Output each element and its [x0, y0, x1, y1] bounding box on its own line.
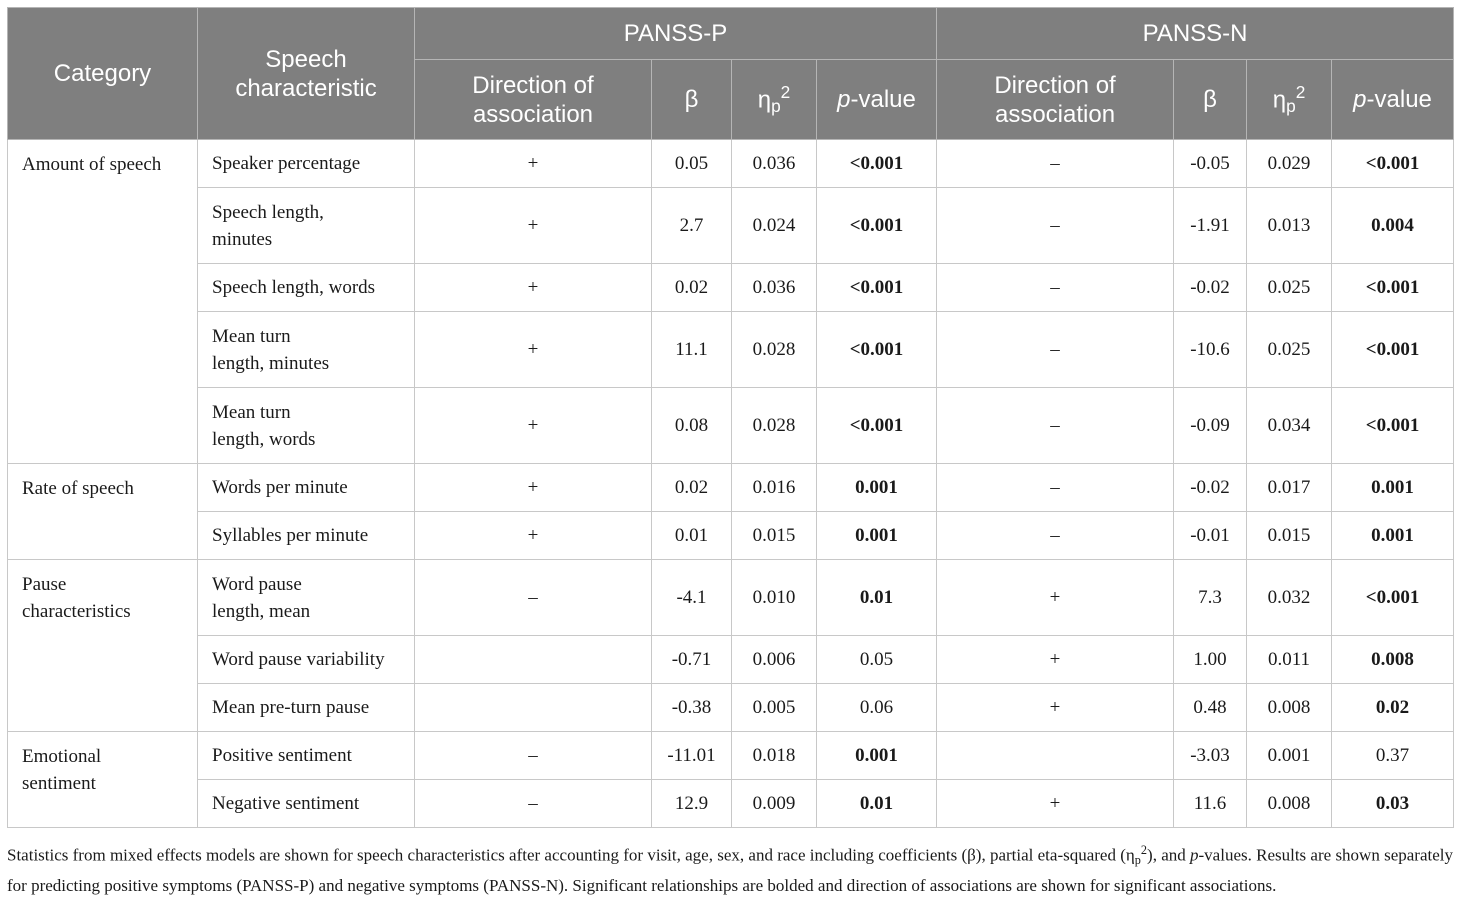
panss-n-pvalue-cell: 0.37: [1332, 732, 1454, 780]
panss-p-beta-cell: 12.9: [652, 780, 732, 828]
significant-pvalue: 0.001: [1371, 525, 1414, 546]
significant-pvalue: 0.001: [855, 477, 898, 498]
panss-n-beta-cell: -3.03: [1174, 732, 1247, 780]
panss-p-direction-cell: +: [415, 188, 652, 264]
significant-pvalue: <0.001: [1365, 415, 1420, 436]
panss-p-direction-cell: +: [415, 464, 652, 512]
significant-pvalue: 0.001: [855, 525, 898, 546]
panss-n-pvalue-cell: [1332, 780, 1454, 828]
table-row: [8, 140, 1454, 188]
significant-pvalue: <0.001: [1365, 153, 1420, 174]
panss-n-direction-cell: +: [937, 560, 1174, 636]
panss-n-beta-cell: -0.02: [1174, 464, 1247, 512]
panss-p-eta-cell: 0.018: [732, 732, 817, 780]
significant-pvalue: <0.001: [1365, 587, 1420, 608]
speech-characteristic-cell: Speech length, words: [198, 264, 415, 312]
panss-n-pvalue-cell: [1332, 264, 1454, 312]
header-speech-characteristic: Speech characteristic: [198, 8, 415, 140]
panss-p-pvalue-cell: [817, 780, 937, 828]
panss-n-pvalue-cell: [1332, 512, 1454, 560]
category-cell: Emotional sentiment: [8, 732, 198, 828]
table-row: [8, 732, 1454, 780]
panss-n-beta-cell: 1.00: [1174, 636, 1247, 684]
panss-p-pvalue-cell: [817, 560, 937, 636]
significant-pvalue: 0.001: [1371, 477, 1414, 498]
panss-n-direction-cell: –: [937, 464, 1174, 512]
panss-n-eta-cell: 0.034: [1247, 388, 1332, 464]
table-row: [8, 512, 1454, 560]
panss-p-eta-cell: 0.036: [732, 140, 817, 188]
header-p-direction: Direction of association: [415, 60, 652, 140]
panss-p-beta-cell: 0.02: [652, 464, 732, 512]
panss-p-beta-cell: 2.7: [652, 188, 732, 264]
panss-p-eta-cell: 0.005: [732, 684, 817, 732]
panss-n-pvalue-cell: [1332, 560, 1454, 636]
speech-characteristic-cell: Word pause variability: [198, 636, 415, 684]
speech-characteristic-cell: Mean turn length, minutes: [198, 312, 415, 388]
significant-pvalue: 0.01: [859, 587, 894, 608]
panss-p-pvalue-cell: [817, 264, 937, 312]
header-panss-p: PANSS-P: [415, 8, 937, 60]
panss-n-direction-cell: –: [937, 264, 1174, 312]
significant-pvalue: <0.001: [849, 339, 904, 360]
speech-characteristic-cell: Syllables per minute: [198, 512, 415, 560]
panss-p-beta-cell: 0.02: [652, 264, 732, 312]
speech-characteristic-cell: Mean turn length, words: [198, 388, 415, 464]
panss-p-beta-cell: -4.1: [652, 560, 732, 636]
panss-p-direction-cell: –: [415, 780, 652, 828]
table-row: [8, 636, 1454, 684]
panss-n-eta-cell: 0.017: [1247, 464, 1332, 512]
category-cell: Pause characteristics: [8, 560, 198, 732]
panss-p-pvalue-cell: 0.06: [817, 684, 937, 732]
panss-n-eta-cell: 0.025: [1247, 312, 1332, 388]
panss-n-beta-cell: 7.3: [1174, 560, 1247, 636]
significant-pvalue: <0.001: [849, 415, 904, 436]
speech-characteristic-cell: Word pause length, mean: [198, 560, 415, 636]
header-n-pvalue: p-value: [1332, 60, 1454, 140]
panss-n-beta-cell: -0.05: [1174, 140, 1247, 188]
table-row: [8, 388, 1454, 464]
significant-pvalue: 0.008: [1371, 649, 1414, 670]
panss-p-pvalue-cell: [817, 140, 937, 188]
panss-p-eta-cell: 0.006: [732, 636, 817, 684]
significant-pvalue: 0.02: [1375, 697, 1410, 718]
category-cell: Rate of speech: [8, 464, 198, 560]
panss-n-pvalue-cell: [1332, 188, 1454, 264]
panss-n-eta-cell: 0.025: [1247, 264, 1332, 312]
significant-pvalue: 0.01: [859, 793, 894, 814]
panss-n-direction-cell: –: [937, 188, 1174, 264]
table-row: [8, 264, 1454, 312]
panss-p-direction-cell: +: [415, 312, 652, 388]
panss-p-pvalue-cell: [817, 312, 937, 388]
category-cell: Amount of speech: [8, 140, 198, 464]
header-n-beta: β: [1174, 60, 1247, 140]
panss-n-direction-cell: +: [937, 636, 1174, 684]
panss-n-beta-cell: 0.48: [1174, 684, 1247, 732]
significant-pvalue: 0.03: [1375, 793, 1410, 814]
significant-pvalue: <0.001: [849, 215, 904, 236]
table-caption: Statistics from mixed effects models are shown for speech characteristics after accounting for visit, age, sex, and race including coefficients (β), partial eta-squared $(\eta_p^2)$, and p-values. Results are shown separately for predicting positive symptoms (PANSS-P) and negative symptoms (PANSS-N). Significant relationships are bolded and direction of associations are shown for significant associations.: [7, 843, 1453, 895]
header-n-direction: Direction of association: [937, 60, 1174, 140]
speech-characteristic-cell: Speaker percentage: [198, 140, 415, 188]
header-category: Category: [8, 8, 198, 140]
panss-p-pvalue-cell: [817, 388, 937, 464]
panss-n-eta-cell: 0.032: [1247, 560, 1332, 636]
significant-pvalue: 0.001: [855, 745, 898, 766]
significant-pvalue: 0.004: [1371, 215, 1414, 236]
panss-n-direction-cell: +: [937, 684, 1174, 732]
panss-n-pvalue-cell: [1332, 464, 1454, 512]
table-row: [8, 560, 1454, 636]
panss-n-beta-cell: -1.91: [1174, 188, 1247, 264]
speech-characteristic-cell: Positive sentiment: [198, 732, 415, 780]
panss-p-eta-cell: 0.036: [732, 264, 817, 312]
panss-p-eta-cell: 0.015: [732, 512, 817, 560]
panss-n-direction-cell: –: [937, 312, 1174, 388]
significant-pvalue: <0.001: [849, 277, 904, 298]
panss-p-eta-cell: 0.028: [732, 312, 817, 388]
panss-n-beta-cell: -0.02: [1174, 264, 1247, 312]
panss-n-pvalue-cell: [1332, 312, 1454, 388]
panss-n-pvalue-cell: [1332, 388, 1454, 464]
significant-pvalue: <0.001: [1365, 339, 1420, 360]
speech-characteristic-cell: Negative sentiment: [198, 780, 415, 828]
panss-n-pvalue-cell: [1332, 140, 1454, 188]
panss-p-pvalue-cell: [817, 188, 937, 264]
panss-p-pvalue-cell: [817, 512, 937, 560]
panss-p-eta-cell: 0.010: [732, 560, 817, 636]
table-row: [8, 780, 1454, 828]
panss-p-eta-cell: 0.028: [732, 388, 817, 464]
panss-n-direction-cell: –: [937, 512, 1174, 560]
panss-p-eta-cell: 0.016: [732, 464, 817, 512]
panss-n-eta-cell: 0.013: [1247, 188, 1332, 264]
panss-p-pvalue-cell: 0.05: [817, 636, 937, 684]
panss-p-direction-cell: [415, 636, 652, 684]
panss-p-beta-cell: 11.1: [652, 312, 732, 388]
panss-n-beta-cell: -10.6: [1174, 312, 1247, 388]
table-row: [8, 464, 1454, 512]
panss-n-eta-cell: 0.015: [1247, 512, 1332, 560]
panss-n-eta-cell: 0.008: [1247, 684, 1332, 732]
table-body: [8, 140, 1454, 828]
table-row: [8, 684, 1454, 732]
significant-pvalue: <0.001: [1365, 277, 1420, 298]
panss-p-direction-cell: +: [415, 512, 652, 560]
panss-p-pvalue-cell: [817, 464, 937, 512]
panss-p-eta-cell: 0.024: [732, 188, 817, 264]
significant-pvalue: <0.001: [849, 153, 904, 174]
panss-n-beta-cell: -0.09: [1174, 388, 1247, 464]
panss-n-eta-cell: 0.008: [1247, 780, 1332, 828]
panss-n-direction-cell: –: [937, 140, 1174, 188]
table-row: [8, 188, 1454, 264]
panss-n-eta-cell: 0.011: [1247, 636, 1332, 684]
panss-p-eta-cell: 0.009: [732, 780, 817, 828]
panss-n-beta-cell: 11.6: [1174, 780, 1247, 828]
panss-p-beta-cell: -11.01: [652, 732, 732, 780]
header-panss-n: PANSS-N: [937, 8, 1454, 60]
panss-p-direction-cell: +: [415, 388, 652, 464]
panss-p-beta-cell: 0.01: [652, 512, 732, 560]
panss-p-beta-cell: -0.71: [652, 636, 732, 684]
panss-n-direction-cell: –: [937, 388, 1174, 464]
panss-n-eta-cell: 0.029: [1247, 140, 1332, 188]
results-table: [7, 7, 1454, 828]
panss-p-beta-cell: -0.38: [652, 684, 732, 732]
table-row: [8, 312, 1454, 388]
panss-p-beta-cell: 0.08: [652, 388, 732, 464]
panss-p-direction-cell: [415, 684, 652, 732]
header-p-pvalue: p-value: [817, 60, 937, 140]
panss-n-eta-cell: 0.001: [1247, 732, 1332, 780]
header-p-beta: β: [652, 60, 732, 140]
panss-n-direction-cell: [937, 732, 1174, 780]
speech-characteristic-cell: Words per minute: [198, 464, 415, 512]
panss-n-direction-cell: +: [937, 780, 1174, 828]
speech-characteristic-cell: Mean pre-turn pause: [198, 684, 415, 732]
panss-n-pvalue-cell: [1332, 684, 1454, 732]
panss-n-pvalue-cell: [1332, 636, 1454, 684]
header-p-eta: $\eta_p^2$: [732, 60, 817, 140]
panss-p-direction-cell: +: [415, 264, 652, 312]
panss-p-direction-cell: –: [415, 732, 652, 780]
panss-p-direction-cell: –: [415, 560, 652, 636]
panss-p-pvalue-cell: [817, 732, 937, 780]
panss-p-beta-cell: 0.05: [652, 140, 732, 188]
panss-p-direction-cell: +: [415, 140, 652, 188]
header-n-eta: $\eta_p^2$: [1247, 60, 1332, 140]
speech-characteristic-cell: Speech length, minutes: [198, 188, 415, 264]
panss-n-beta-cell: -0.01: [1174, 512, 1247, 560]
results-table-container: [7, 7, 1453, 828]
